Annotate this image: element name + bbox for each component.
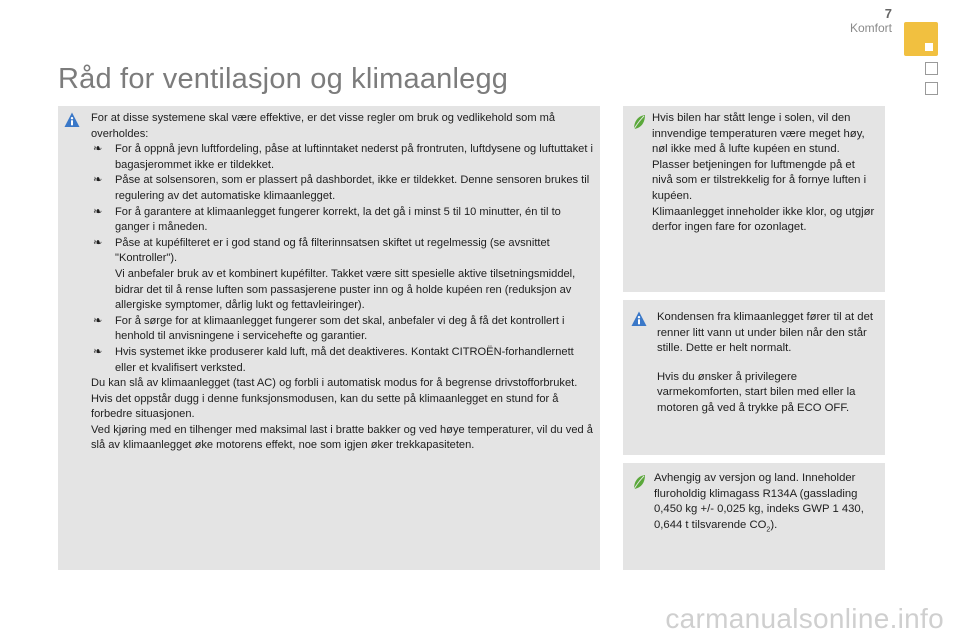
list-item: ❧ Påse at kupéfilteret er i god stand og få filterinnsatsen skiftet ut regelmessig (se avsnittet "Kontroller"). Vi anbefaler bruk av et kombinert kupéfilter. Takket være sitt spesielle aktive tilsetningsmiddel, bidrar det til å rense luften som passasjerene puster inn og å holde kupéen ren (reduksjon av allergiske symptomer, dårlig lukt og fettavleiringer). bbox=[93, 236, 576, 312]
outro-text-1: Du kan slå av klimaanlegget (tast AC) og forbli i automatisk modus for å begrense drivstofforbruket. Hvis det oppstår dugg i denne funksjonsmodusen, kan du sette på klimaanlegget en stund for å forbedre situasjonen. bbox=[91, 377, 578, 421]
right-panel-2-text bbox=[657, 310, 881, 417]
section-tab[interactable] bbox=[925, 62, 938, 75]
outro-text-2: Ved kjøring med en tilhenger med maksimal last i bratte bakker og ved høye temperaturer, vil du ved å slå av klimaanlegget øke motorens effekt, noe som igjen øker trekkapasiteten. bbox=[91, 423, 593, 452]
list-item: ❧ Påse at solsensoren, som er plassert på dashbordet, ikke er tildekket. Denne sensoren brukes til regulering av det automatiske klimaanlegget. bbox=[93, 174, 590, 202]
condensation-note: Kondensen fra klimaanlegget fører til at det renner litt vann ut under bilen når den står stille. Dette er helt normalt. bbox=[657, 311, 874, 355]
section-tab[interactable] bbox=[925, 82, 938, 95]
eco-leaf-icon bbox=[631, 114, 647, 130]
right-panel-1-text bbox=[652, 111, 878, 236]
list-item: ❧ For å garantere at klimaanlegget fungerer korrekt, la det gå i minst 5 til 10 minutter, én til to ganger i måneden. bbox=[93, 205, 561, 234]
section-tab-active[interactable] bbox=[904, 22, 938, 56]
bullet-icon: ❧ bbox=[93, 236, 103, 249]
airflow-advice: Plasser betjeningen for luftmengde på et nivå som er tilstrekkelig for å fornye luften i kupéen. bbox=[652, 158, 867, 202]
bullet-icon: ❧ bbox=[93, 345, 103, 358]
eco-off-note: Hvis du ønsker å privilegere varmekomforten, start bilen med eller la motoren gå ved å trykke på ECO OFF. bbox=[657, 370, 856, 414]
eco-leaf-icon bbox=[631, 474, 647, 490]
ozone-note: Klimaanlegget inneholder ikke klor, og utgjør derfor ingen fare for ozonlaget. bbox=[652, 205, 875, 234]
info-icon bbox=[631, 311, 647, 327]
rules-list bbox=[91, 142, 593, 376]
info-icon bbox=[64, 112, 80, 128]
list-item: ❧ For å sørge for at klimaanlegget fungerer som det skal, anbefaler vi deg å få det kontrollert i henhold til anvisningene i servicehefte og garantier. bbox=[93, 314, 565, 343]
refrigerant-note: Avhengig av versjon og land. Inneholder fluroholdig klimagass R134A (gasslading 0,450 kg +/- 0,025 kg, indeks GWP 1 430, 0,644 t tilsvarende $CO_2$). bbox=[654, 472, 864, 534]
page-number: 7 bbox=[884, 6, 892, 21]
filter-recommendation: Vi anbefaler bruk av et kombinert kupéfilter. Takket være sitt spesielle aktive tilsetningsmiddel, bidrar det til å rense luften som passasjerene puster inn og å holde kupéen ren (reduksjon av allergiske symptomer, dårlig lukt og fettavleiringer). bbox=[115, 267, 576, 312]
list-item: ❧ Hvis systemet ikke produserer kald luft, må det deaktiveres. Kontakt CITROËN-forhandlernett eller et kvalifisert verksted. bbox=[93, 345, 574, 374]
bullet-icon: ❧ bbox=[93, 314, 103, 327]
bullet-icon: ❧ bbox=[93, 205, 103, 218]
page-title: Råd for ventilasjon og klimaanlegg bbox=[58, 63, 509, 95]
right-panel-3-text bbox=[654, 471, 880, 538]
bullet-icon: ❧ bbox=[93, 143, 103, 156]
section-label: Komfort bbox=[849, 21, 892, 35]
list-item: ❧ For å oppnå jevn luftfordeling, påse at luftinntaket nederst på frontruten, luftdysene og luftuttaket i bagasjerommet ikke er tildekket. bbox=[93, 143, 593, 171]
watermark: carmanualsonline.info bbox=[665, 603, 944, 634]
intro-text: For at disse systemene skal være effektive, er det visse regler om bruk og vedlikehold som må overholdes: bbox=[91, 112, 556, 140]
sun-advice: Hvis bilen har stått lenge i solen, vil den innvendige temperaturen være meget høy, nøl ikke med å lufte kupéen en stund. bbox=[652, 112, 865, 156]
main-panel-text bbox=[91, 111, 593, 454]
bullet-icon: ❧ bbox=[93, 174, 103, 187]
